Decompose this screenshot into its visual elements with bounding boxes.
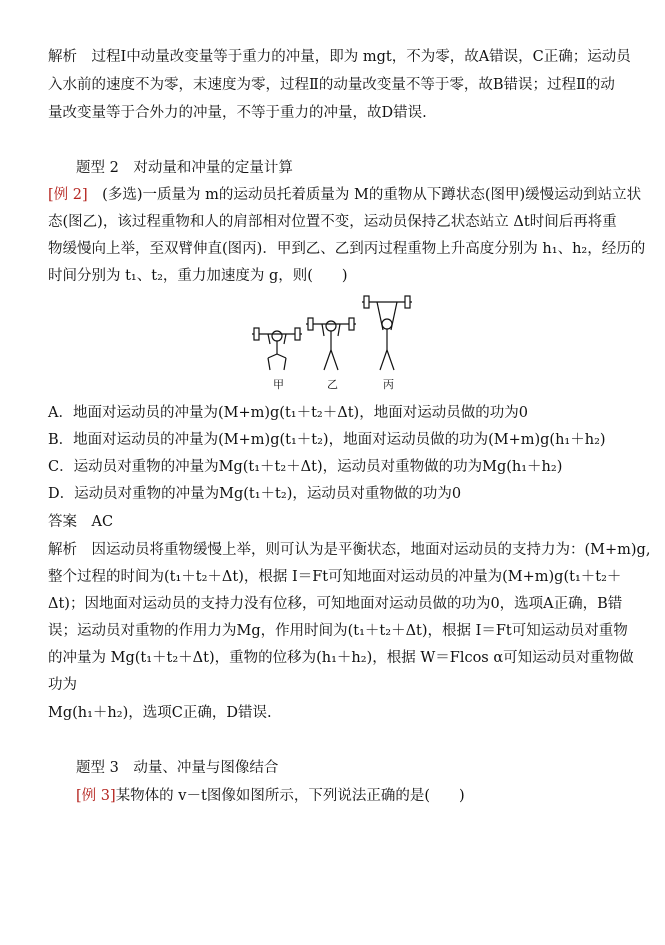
figure-label-bing: 丙 <box>383 378 394 391</box>
weightlifter-figure <box>250 292 420 392</box>
option-d: D．运动员对重物的冲量为Mg(t₁＋t₂)，运动员对重物做的功为0 <box>48 486 462 502</box>
figure-label-yi: 乙 <box>327 378 338 391</box>
option-a: A．地面对运动员的冲量为(M+m)g(t₁＋t₂＋Δt)，地面对运动员做的功为0 <box>48 405 528 421</box>
example-2-line-3: 物缓慢向上举，至双臂伸直(图丙)．甲到乙、乙到丙过程重物上升高度分别为 h₁、h₂，经历的 <box>48 241 646 257</box>
solution-1-line-1: 解析 过程Ⅰ中动量改变量等于重力的冲量，即为 mgt，不为零，故A错误，C正确；运动员 <box>48 49 631 65</box>
solution-2-line-3: Δt)；因地面对运动员的支持力没有位移，可知地面对运动员做的功为0，选项A正确，B错 <box>48 596 623 612</box>
option-b: B．地面对运动员的冲量为(M+m)g(t₁＋t₂)，地面对运动员做的功为(M+m)g(h₁＋h₂) <box>48 432 606 448</box>
answer: 答案 AC <box>48 514 114 530</box>
example-2-tag: [例 2] <box>48 187 88 203</box>
solution-1-line-3: 量改变量等于合外力的冲量，不等于重力的冲量，故D错误. <box>48 105 427 121</box>
section-heading-type-3: 题型 3 动量、冲量与图像结合 <box>76 760 279 776</box>
solution-2-line-2: 整个过程的时间为(t₁＋t₂＋Δt)，根据 I＝Ft可知地面对运动员的冲量为(M+m)g(t₁＋t₂＋ <box>48 569 622 585</box>
example-3-line: [例 3]某物体的 v－t图像如图所示，下列说法正确的是( ) <box>76 788 465 804</box>
example-2-line-1: [例 2] (多选)一质量为 m的运动员托着质量为 M的重物从下蹲状态(图甲)缓慢运动到站立状 <box>48 187 642 203</box>
example-3-tag: [例 3] <box>76 788 116 804</box>
option-c: C．运动员对重物的冲量为Mg(t₁＋t₂＋Δt)，运动员对重物做的功为Mg(h₁＋h₂) <box>48 459 563 475</box>
example-2-line-4: 时间分别为 t₁、t₂，重力加速度为 g，则( ) <box>48 268 348 284</box>
solution-2-line-1: 解析 因运动员将重物缓慢上举，则可认为是平衡状态，地面对运动员的支持力为：(M+m)g, <box>48 542 651 558</box>
solution-2-line-4: 误；运动员对重物的作用力为Mg，作用时间为(t₁＋t₂＋Δt)，根据 I＝Ft可知运动员对重物 <box>48 623 628 639</box>
figure-label-jia: 甲 <box>273 378 284 391</box>
solution-2-line-6: 功为 <box>48 677 77 693</box>
section-heading-type-2: 题型 2 对动量和冲量的定量计算 <box>76 160 293 176</box>
solution-2-line-7: Mg(h₁＋h₂)，选项C正确，D错误. <box>48 705 272 721</box>
solution-1-line-2: 入水前的速度不为零，末速度为零，过程Ⅱ的动量改变量不等于零，故B错误；过程Ⅱ的动 <box>48 77 615 93</box>
example-2-line-2: 态(图乙)，该过程重物和人的肩部相对位置不变，运动员保持乙状态站立 Δt时间后再将重 <box>48 214 617 230</box>
solution-2-line-5: 的冲量为 Mg(t₁＋t₂＋Δt)，重物的位移为(h₁＋h₂)，根据 W＝Flcos α可知运动员对重物做 <box>48 650 634 666</box>
